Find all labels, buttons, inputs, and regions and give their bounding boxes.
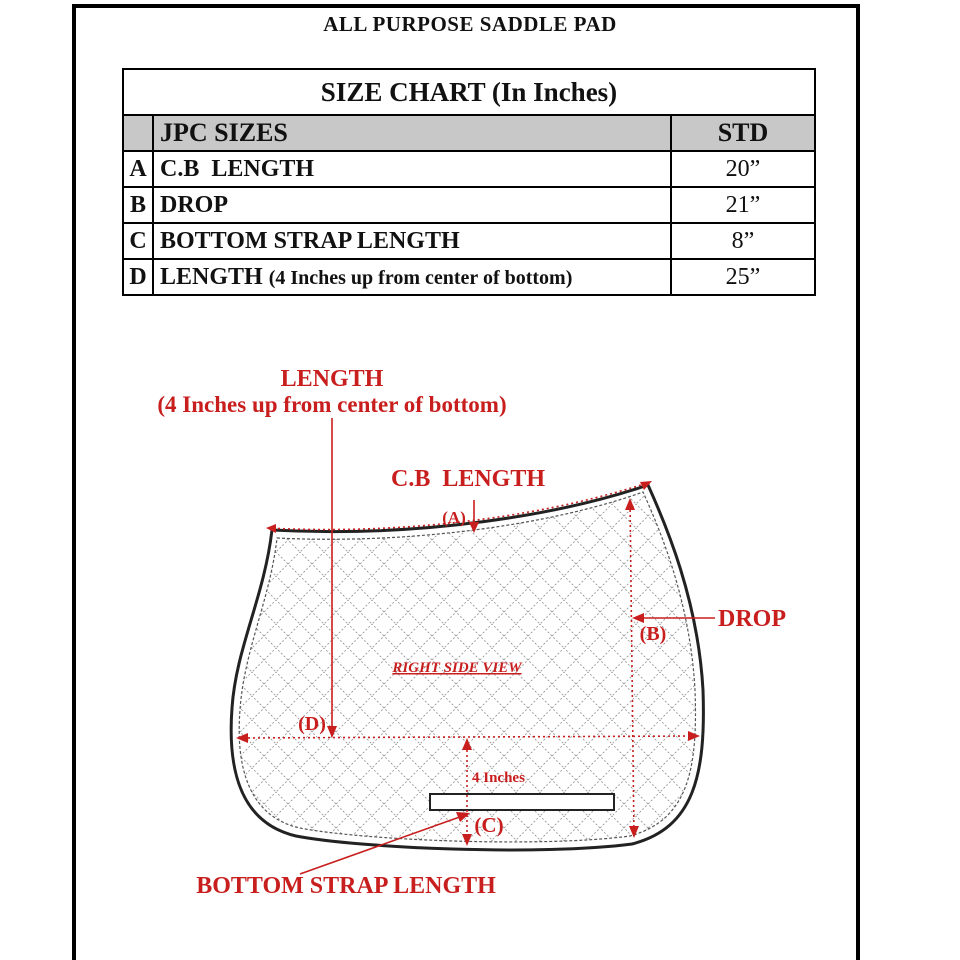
bottom-strap [430,794,614,810]
row-label-note: (4 Inches up from center of bottom) [268,266,573,289]
right-side-view-label: RIGHT SIDE VIEW [392,660,522,676]
row-value: 25” [671,259,815,295]
row-letter: D [123,259,153,295]
drop-label: DROP [718,606,786,632]
marker-b: (B) [639,623,667,645]
size-chart-title: SIZE CHART (In Inches) [123,69,815,115]
row-label-text: LENGTH [160,263,263,290]
row-label-text: DROP [160,191,228,218]
length-subtitle-label: (4 Inches up from center of bottom) [157,392,507,417]
cb-length-label: C.B LENGTH [390,466,546,492]
marker-d: (D) [298,713,326,735]
row-label-text: C.B LENGTH [160,155,315,182]
row-label-text: BOTTOM STRAP LENGTH [160,227,460,254]
marker-c: (C) [474,813,504,837]
length-title-label: LENGTH [280,366,384,392]
row-value: 21” [671,187,815,223]
row-letter: B [123,187,153,223]
header-jpc-sizes: JPC SIZES [153,115,671,151]
row-value: 8” [671,223,815,259]
row-letter: C [123,223,153,259]
four-inches-label: 4 Inches [472,770,525,786]
marker-a: (A) [442,508,466,527]
header-std: STD [671,115,815,151]
bottom-strap-length-label: BOTTOM STRAP LENGTH [196,873,496,899]
row-letter: A [123,151,153,187]
row-value: 20” [671,151,815,187]
page-title: ALL PURPOSE SADDLE PAD [323,12,617,36]
